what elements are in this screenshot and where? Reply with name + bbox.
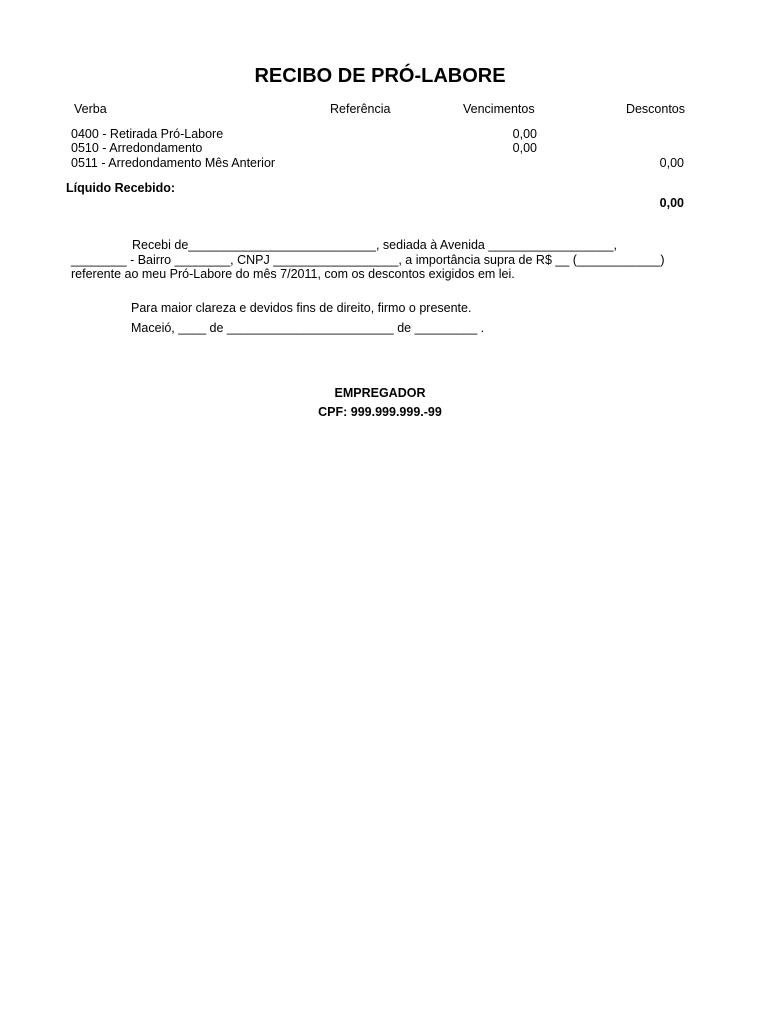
table-row-verba: 0400 - Retirada Pró-Labore — [71, 127, 224, 141]
column-header-descontos: Descontos — [625, 102, 685, 116]
receipt-paragraph-line-1: Recebi de___________________________, sediada à Avenida __________________, — [132, 238, 617, 252]
liquido-value: 0,00 — [659, 196, 684, 210]
column-header-referencia: Referência — [330, 102, 391, 116]
document-title: RECIBO DE PRÓ-LABORE — [254, 65, 506, 87]
signer-label: EMPREGADOR — [334, 386, 426, 400]
table-row-descontos: 0,00 — [659, 156, 684, 170]
liquido-label: Líquido Recebido: — [66, 181, 176, 195]
column-header-verba: Verba — [74, 102, 107, 116]
receipt-paragraph-line-3: referente ao meu Pró-Labore do mês 7/2011, com os descontos exigidos em lei. — [71, 267, 515, 281]
table-row-verba: 0510 - Arredondamento — [71, 141, 203, 155]
table-row-vencimentos: 0,00 — [512, 141, 537, 155]
closing-statement: Para maior clareza e devidos fins de direito, firmo o presente. — [131, 301, 472, 315]
table-row-vencimentos: 0,00 — [512, 127, 537, 141]
place-date-line: Maceió, ____ de ________________________ de _________ . — [131, 321, 485, 335]
column-header-vencimentos: Vencimentos — [463, 102, 535, 116]
receipt-paragraph-line-2: ________ - Bairro ________, CNPJ __________________, a importância supra de R$ __ (____________) — [71, 253, 665, 267]
table-row-verba: 0511 - Arredondamento Mês Anterior — [71, 156, 276, 170]
signer-cpf: CPF: 999.999.999.-99 — [318, 405, 442, 419]
